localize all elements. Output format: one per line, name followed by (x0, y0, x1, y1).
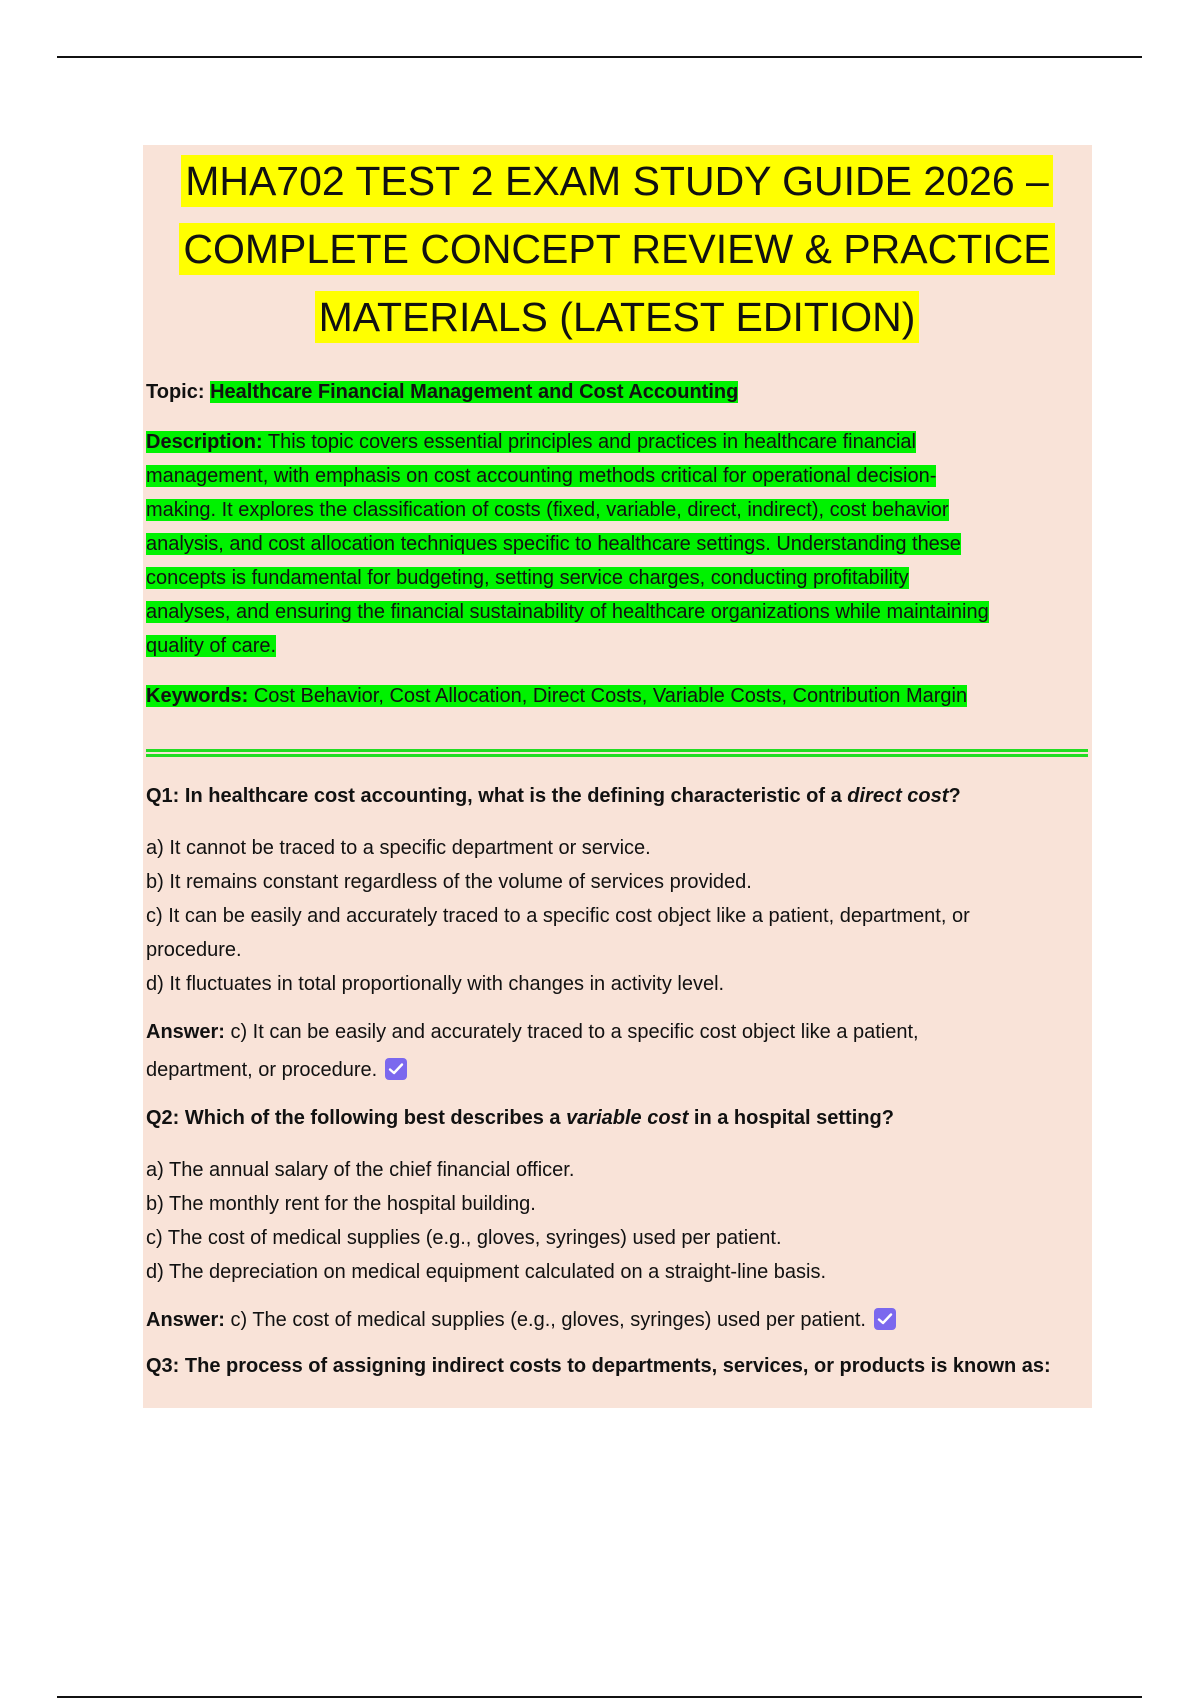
description-block (146, 425, 1088, 663)
option-c: c) It can be easily and accurately traced to a specific cost object like a patient, department, or (146, 905, 970, 927)
option-a: a) It cannot be traced to a specific department or service. (146, 837, 651, 859)
keywords-label: Keywords: (146, 685, 249, 707)
title-line-2: COMPLETE CONCEPT REVIEW & PRACTICE (179, 223, 1054, 275)
check-box-icon (385, 1058, 407, 1080)
question-2 (146, 1103, 1088, 1133)
question-1-emphasis: direct cost (847, 785, 949, 807)
topic-value: Healthcare Financial Management and Cost Accounting (210, 381, 739, 403)
option-b: b) It remains constant regardless of the volume of services provided. (146, 871, 752, 893)
topic-line (146, 375, 1088, 409)
description-line: analysis, and cost allocation techniques specific to healthcare settings. Understanding these (146, 533, 961, 555)
answer-label: Answer: (146, 1021, 225, 1043)
option-a: a) The annual salary of the chief financial officer. (146, 1159, 575, 1181)
description-line: management, with emphasis on cost accounting methods critical for operational decision- (146, 465, 937, 487)
question-1-suffix: ? (948, 785, 961, 807)
title-line-1: MHA702 TEST 2 EXAM STUDY GUIDE 2026 – (181, 155, 1053, 207)
page-title (146, 145, 1088, 351)
option-c-continued: procedure. (146, 939, 242, 961)
question-3: Q3: The process of assigning indirect costs to departments, services, or products is known as: (146, 1355, 1051, 1377)
description-line: This topic covers essential principles and practices in healthcare financial (267, 431, 916, 453)
question-1-options (146, 831, 1088, 1001)
question-2-emphasis: variable cost (566, 1107, 689, 1129)
top-rule (57, 56, 1142, 58)
title-line-3: MATERIALS (LATEST EDITION) (315, 291, 920, 343)
answer-text: c) It can be easily and accurately traced to a specific cost object like a patient, (230, 1021, 919, 1043)
question-1-answer (146, 1013, 1088, 1089)
question-1 (146, 781, 1088, 811)
keywords-line (146, 679, 1088, 713)
check-box-icon (874, 1308, 896, 1330)
question-2-options (146, 1153, 1088, 1289)
option-d: d) The depreciation on medical equipment calculated on a straight-line basis. (146, 1261, 827, 1283)
option-d: d) It fluctuates in total proportionally with changes in activity level. (146, 973, 725, 995)
keywords-value: Cost Behavior, Cost Allocation, Direct Costs, Variable Costs, Contribution Margin (253, 685, 968, 707)
section-divider (146, 749, 1088, 757)
option-b: b) The monthly rent for the hospital building. (146, 1193, 536, 1215)
answer-text-continued: department, or procedure. (146, 1059, 378, 1081)
study-guide-panel (143, 145, 1092, 1408)
bottom-rule (57, 1696, 1142, 1698)
description-label: Description: (146, 431, 263, 453)
topic-label: Topic: (146, 381, 205, 403)
description-line: making. It explores the classification of costs (fixed, variable, direct, indirect), cost behavior (146, 499, 949, 521)
answer-label: Answer: (146, 1309, 225, 1331)
answer-text: c) The cost of medical supplies (e.g., gloves, syringes) used per patient. (230, 1309, 866, 1331)
option-c: c) The cost of medical supplies (e.g., gloves, syringes) used per patient. (146, 1227, 782, 1249)
question-2-text: Q2: Which of the following best describes a (146, 1107, 567, 1129)
description-line: analyses, and ensuring the financial sustainability of healthcare organizations while maintaining (146, 601, 989, 623)
description-line: quality of care. (146, 635, 277, 657)
question-2-suffix: in a hospital setting? (688, 1107, 894, 1129)
question-2-answer (146, 1301, 1088, 1339)
question-1-text: Q1: In healthcare cost accounting, what is the defining characteristic of a (146, 785, 848, 807)
description-line: concepts is fundamental for budgeting, setting service charges, conducting profitability (146, 567, 909, 589)
